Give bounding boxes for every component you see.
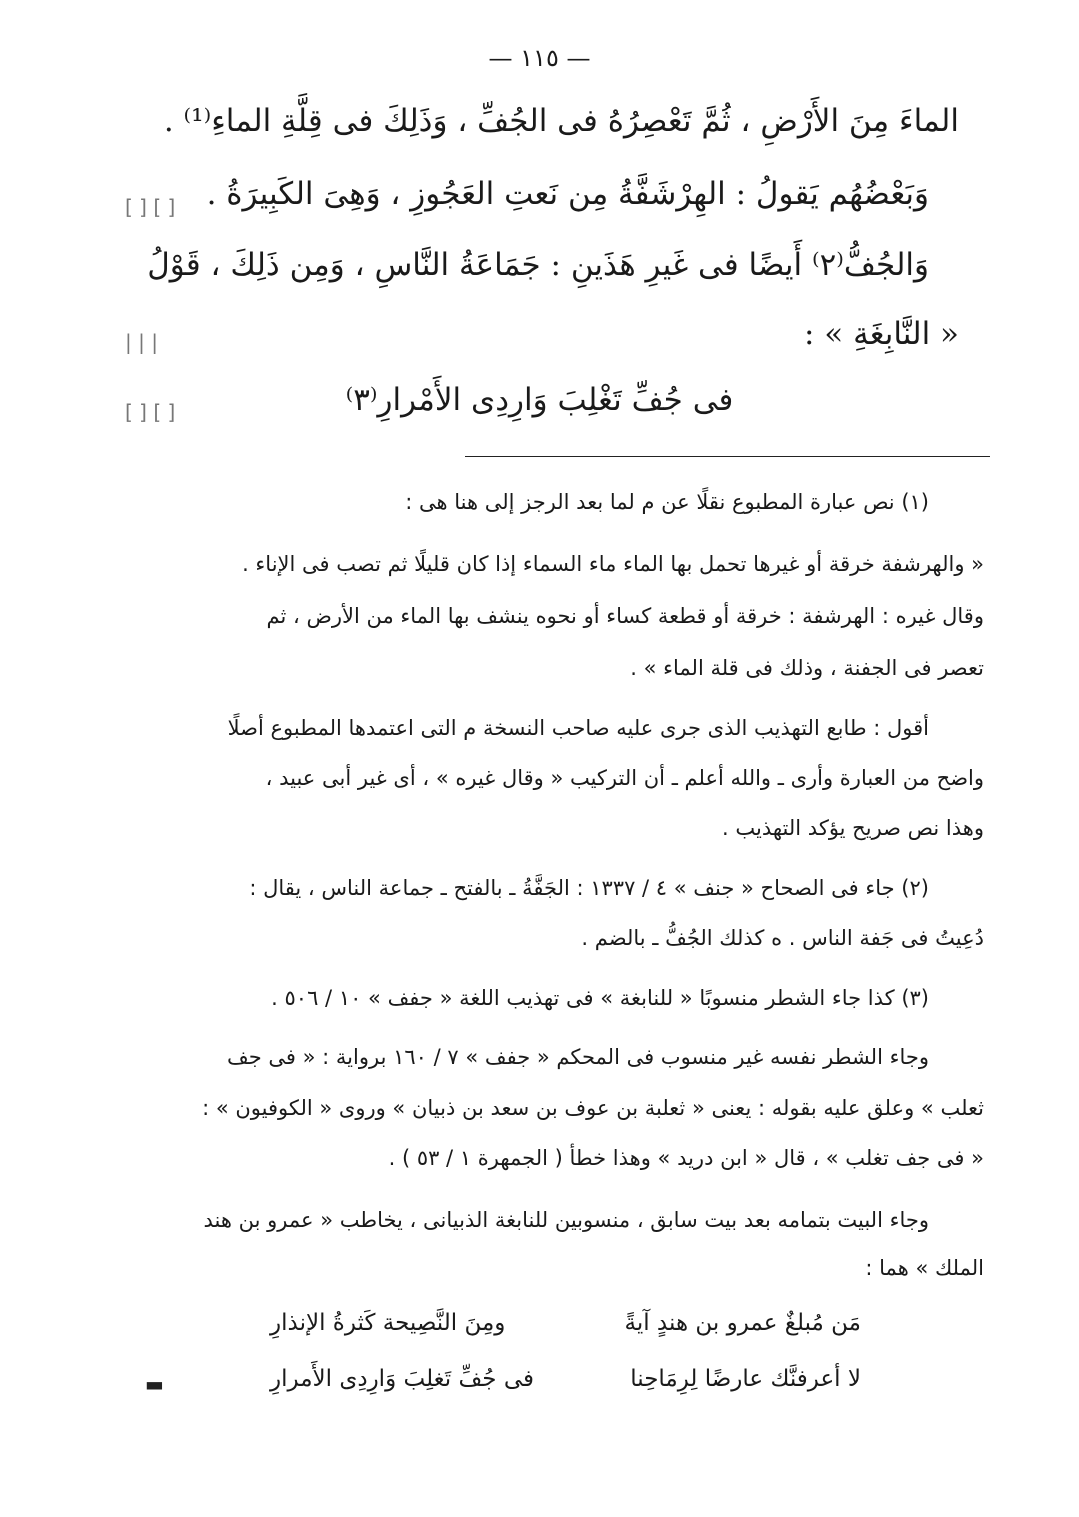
poem-hemistich: فى جُفِّ تَغلِبَ وَارِدِى الأَمرارِ	[270, 1366, 534, 1392]
footnote-line: (١) نص عبارة المطبوع نقلًا عن م لما بعد الرجز إلى هنا هى :	[405, 490, 929, 514]
footnote-divider	[465, 456, 990, 457]
footnote-line: وجاء البيت بتمامه بعد بيت سابق ، منسوبين للنابغة الذبيانى ، يخاطب « عمرو بن هند	[203, 1208, 929, 1232]
page-number: — ١١٥ —	[488, 44, 591, 72]
poem-hemistich: ومِنَ النَّصِيحة كَثرةُ الإنذارِ	[270, 1310, 506, 1336]
scan-mark: [ ] [ ]	[125, 195, 176, 219]
scan-mark: | | |	[125, 330, 158, 354]
scan-mark: [ ] [ ]	[125, 400, 176, 424]
main-text-line: وَبَعْضُهُم يَقولُ : الهِرْشَفَّةُ مِن نَعتِ العَجُوزِ ، وَهِىَ الكَبِيرَةُ .	[206, 176, 929, 212]
main-text-line: « النَّابِغَةِ » :	[804, 316, 959, 352]
footnote-line: « فى جف تغلب » ، قال « ابن دريد » وهذا خطأ ( الجمهرة ١ / ٥٣ ) .	[388, 1146, 984, 1170]
footnote-line: (٢) جاء فى الصحاح « جنف » ٤ / ١٣٣٧ : الجَفَّةُ ـ بالفتح ـ جماعة الناس ، يقال :	[249, 876, 929, 900]
footnote-line: ثعلب » وعلق عليه بقوله : يعنى « ثعلبة بن عوف بن سعد بن ذبيان » وروى « الكوفيون » :	[202, 1096, 984, 1120]
footnote-line: وجاء الشطر نفسه غير منسوب فى المحكم « جفف » ٧ / ١٦٠ برواية : « فى جف	[227, 1045, 929, 1069]
footnote-line: واضح من العبارة وأرى ـ والله أعلم ـ أن التركيب « وقال غيره » ، أى غير أبى عبيد ،	[265, 766, 984, 790]
main-text-line: الماءَ مِنَ الأَرْضِ ، ثُمَّ تَعْصِرُهُ فى الجُفِّ ، وَذَلِكَ فى قِلَّةِ الماءِ⁽¹⁾ .	[163, 103, 959, 139]
footnote-line: أقول : طابع التهذيب الذى جرى عليه صاحب النسخة م التى اعتمدها المطبوع أصلًا	[227, 716, 929, 740]
footnote-line: دُعِيتُ فى جَفة الناس . ه كذلك الجُفُّ ـ بالضم .	[581, 926, 984, 950]
poem-hemistich: لا أعرفنَّك عارضًا لِرِمَاحِنا	[630, 1366, 861, 1392]
footnote-line: (٣) كذا جاء الشطر منسوبًا « للنابغة » فى تهذيب اللغة « جفف » ١٠ / ٥٠٦ .	[271, 986, 929, 1010]
main-text-line: وَالجُفُّ⁽٢⁾ أَيضًا فى غَيرِ هَذَينِ : جَمَاعَةُ النَّاسِ ، وَمِن ذَلِكَ ، قَوْلُ	[147, 247, 929, 283]
scan-mark: ▬	[145, 1372, 164, 1396]
footnote-line: وهذا نص صريح يؤكد التهذيب .	[722, 816, 984, 840]
footnote-line: « والهرشفة خرقة أو غيرها تحمل بها الماء ماء السماء إذا كان قليلًا ثم تصب فى الإناء .	[242, 552, 984, 576]
footnote-line: وقال غيره : الهرشفة : خرقة أو قطعة كساء أو نحوه ينشف بها الماء من الأرض ، ثم	[266, 604, 984, 628]
poem-hemistich: مَن مُبلغٌ عمرو بن هندٍ آيةً	[624, 1310, 861, 1336]
verse-quote: فى جُفِّ تَغْلِبَ وَارِدِى الأَمْرارِ⁽٣⁾	[345, 382, 734, 418]
footnote-line: الملك » هما :	[865, 1256, 984, 1280]
footnote-line: تعصر فى الجفنة ، وذلك فى قلة الماء » .	[630, 656, 984, 680]
